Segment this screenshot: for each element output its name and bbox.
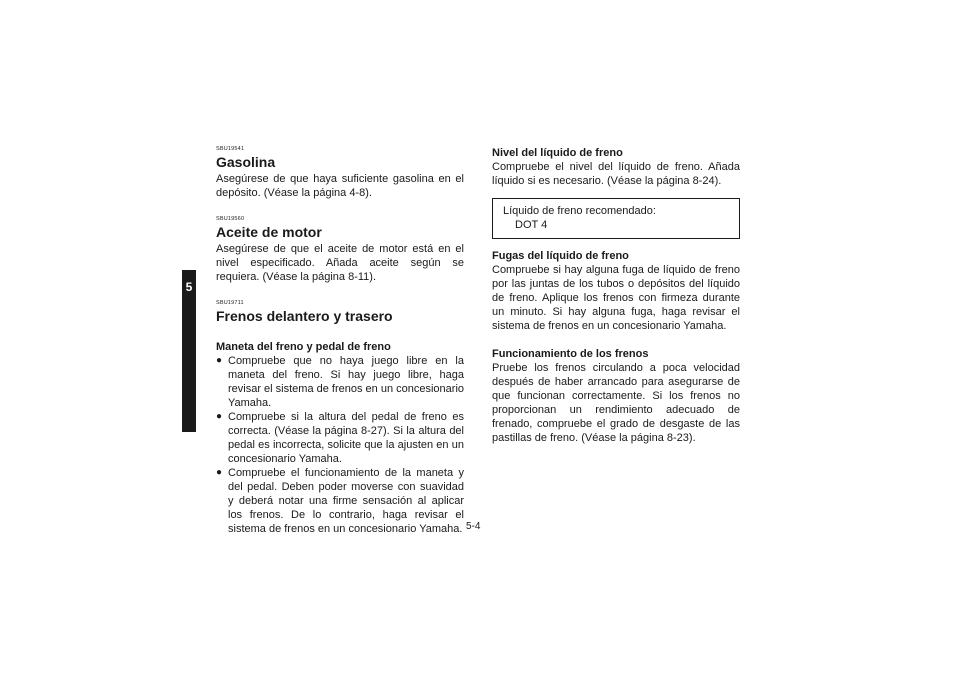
- section-code: SBU19560: [216, 216, 245, 222]
- bullet-icon: ●: [216, 411, 223, 422]
- section-body: Asegúrese de que el aceite de motor está en el nivel especificado. Añada aceite según se requiera. (Véase la página 8-11).: [216, 243, 464, 283]
- list-item: [216, 466, 464, 536]
- list-item-text: Compruebe que no haya juego libre en la maneta del freno. Si hay juego libre, haga revisar el sistema de frenos en un concesionario Yamaha.: [228, 355, 465, 409]
- right-column: [492, 146, 740, 445]
- subheading: Funcionamiento de los frenos: [492, 348, 649, 360]
- spec-label: Líquido de freno recomendado:: [503, 205, 656, 217]
- section-title: Aceite de motor: [216, 224, 322, 240]
- section-code: SBU19711: [216, 300, 244, 306]
- section-title: Frenos delantero y trasero: [216, 308, 393, 324]
- list-item-text: Compruebe si la altura del pedal de freno es correcta. (Véase la página 8-27). Si la altura del pedal es incorrecta, solicite que la ajusten en un concesionario Yamaha.: [228, 411, 464, 465]
- bullet-icon: ●: [216, 355, 223, 366]
- left-column: [216, 146, 464, 536]
- paragraph: Compruebe si hay alguna fuga de líquido de freno por las juntas de los tubos o depósitos del líquido de freno. Aplique los frenos con firmeza durante un minuto. Si hay alguna fuga, haga revisar el sistema de frenos en un concesionario Yamaha.: [492, 264, 740, 332]
- section-gasolina: [216, 146, 464, 200]
- subheading: Nivel del líquido de freno: [492, 147, 623, 159]
- paragraph: Pruebe los frenos circulando a poca velocidad después de haber arrancado para asegurarse de que funcionan correctamente. Si los frenos no proporcionan un rendimiento adecuado de frenado, compruebe el grado de desgaste de las pastillas de freno. (Véase la página 8-23).: [492, 362, 740, 444]
- section-aceite: [216, 216, 464, 284]
- subheading: Fugas del líquido de freno: [492, 250, 629, 262]
- page-number: 5-4: [466, 521, 481, 532]
- list-item-text: Compruebe el funcionamiento de la maneta y del pedal. Deben poder moverse con suavidad y deberá notar una firme sensación al aplicar los frenos. De lo contrario, haga revisar el sistema de frenos en un concesionario Yamaha.: [228, 467, 464, 535]
- bullet-icon: ●: [216, 467, 223, 478]
- spec-value: DOT 4: [515, 219, 548, 231]
- section-body: Asegúrese de que haya suficiente gasolina en el depósito. (Véase la página 4-8).: [216, 173, 464, 199]
- list-item: [216, 354, 464, 410]
- paragraph: Compruebe el nivel del líquido de freno. Añada líquido si es necesario. (Véase la página 8-24).: [492, 161, 740, 187]
- section-title: Gasolina: [216, 154, 276, 170]
- subheading: Maneta del freno y pedal de freno: [216, 341, 391, 353]
- spec-box: [492, 198, 740, 239]
- section-frenos: [216, 300, 464, 536]
- chapter-tab-label: 5: [185, 280, 193, 294]
- list-item: [216, 410, 464, 466]
- bullet-list: [216, 354, 464, 536]
- section-code: SBU19541: [216, 146, 245, 152]
- chapter-tab: [182, 270, 196, 432]
